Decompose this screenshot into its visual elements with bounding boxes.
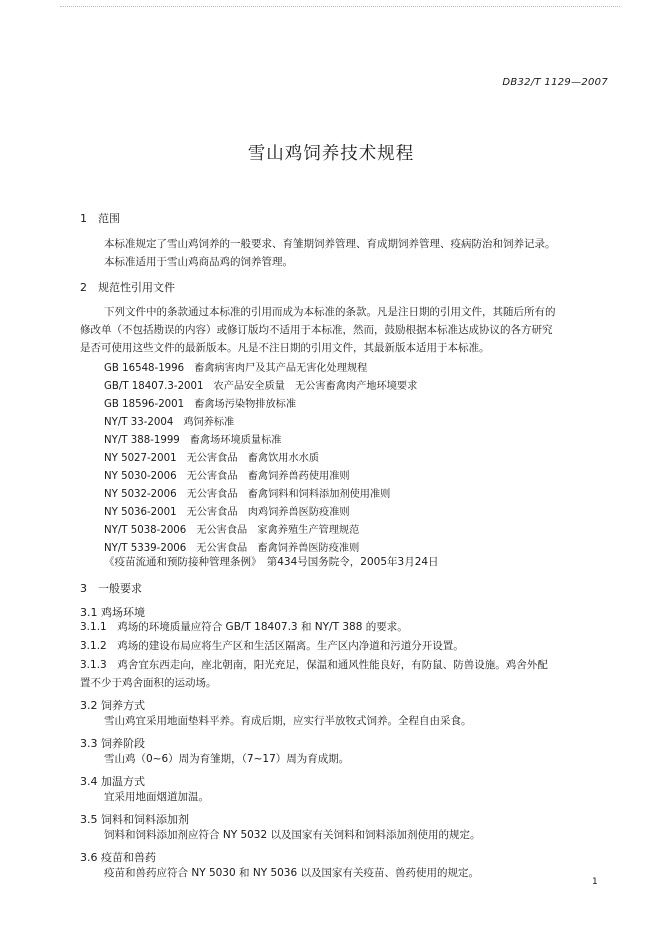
reference-title: 无公害食品 畜禽饲养兽医防疫准则 [196, 543, 360, 554]
normative-intro-line-3: 是否可使用这些文件的最新版本。凡是不注日期的引用文件，其最新版本适用于本标准。 [80, 342, 490, 354]
section-title: 一般要求 [98, 582, 142, 595]
regulation-reference: 《疫苗流通和预防接种管理条例》 第434号国务院令，2005年3月24日 [104, 556, 439, 568]
subsection-3-6-text: 疫苗和兽药应符合 NY 5030 和 NY 5036 以及国家有关疫苗、兽药使用的规定。 [104, 867, 480, 879]
reference-item [104, 395, 296, 410]
reference-title: 无公害食品 畜禽饮用水水质 [186, 453, 320, 464]
section-3-heading [80, 580, 142, 596]
reference-title: 畜禽场污染物排放标准 [194, 399, 297, 410]
reference-item [104, 449, 319, 464]
subsection-3-5-heading: 3.5 饲料和饲料添加剂 [80, 813, 189, 826]
reference-code: GB/T 18407.3-2001 [104, 381, 204, 392]
section-number: 2 [80, 281, 87, 294]
subsection-3-4-heading: 3.4 加温方式 [80, 775, 145, 788]
reference-code: GB 16548-1996 [104, 363, 185, 374]
subsection-3-4-text: 宜采用地面烟道加温。 [104, 791, 209, 803]
reference-code: NY/T 5339-2006 [104, 543, 187, 554]
subsection-3-6-heading: 3.6 疫苗和兽药 [80, 851, 156, 864]
page-number: 1 [592, 877, 598, 887]
scope-paragraph-1: 本标准规定了雪山鸡饲养的一般要求、育雏期饲养管理、育成期饲养管理、疫病防治和饲养记录。 [104, 238, 556, 250]
subsection-3-3-text: 雪山鸡（0~6）周为育雏期，（7~17）周为育成期。 [104, 753, 350, 765]
scope-paragraph-2: 本标准适用于雪山鸡商品鸡的饲养管理。 [104, 256, 293, 268]
subsection-3-1-heading: 3.1 鸡场环境 [80, 606, 145, 619]
clause-3-1-1: 3.1.1 鸡场的环境质量应符合 GB/T 18407.3 和 NY/T 388 的要求。 [80, 621, 408, 633]
section-2-heading [80, 279, 175, 295]
clause-3-1-2: 3.1.2 鸡场的建设布局应将生产区和生活区隔离。生产区内净道和污道分开设置。 [80, 640, 464, 652]
standard-code: DB32/T 1129—2007 [502, 77, 608, 88]
reference-item [104, 485, 390, 500]
reference-title: 无公害食品 畜禽饲料和饲料添加剂使用准则 [186, 489, 391, 500]
normative-intro-line-1: 下列文件中的条款通过本标准的引用而成为本标准的条款。凡是注日期的引用文件，其随后所有的 [104, 306, 556, 318]
reference-item [104, 413, 234, 428]
reference-code: NY 5032-2006 [104, 489, 177, 500]
reference-item [104, 431, 281, 446]
reference-item [104, 539, 359, 554]
section-number: 1 [80, 212, 87, 225]
normative-intro-line-2: 修改单（不包括勘误的内容）或修订版均不适用于本标准，然而，鼓励根据本标准达成协议的各方研究 [80, 324, 553, 336]
reference-code: NY/T 5038-2006 [104, 525, 187, 536]
section-title: 范围 [98, 212, 120, 225]
reference-title: 无公害食品 肉鸡饲养兽医防疫准则 [186, 507, 350, 518]
reference-code: NY 5036-2001 [104, 507, 177, 518]
reference-title: 鸡饲养标准 [183, 417, 235, 428]
subsection-3-2-text: 雪山鸡宜采用地面垫料平养。育成后期，应实行半放牧式饲养。全程自由采食。 [104, 715, 472, 727]
reference-code: NY 5030-2006 [104, 471, 177, 482]
section-title: 规范性引用文件 [98, 281, 175, 294]
subsection-3-2-heading: 3.2 饲养方式 [80, 699, 145, 712]
reference-title: 无公害食品 畜禽饲养兽药使用准则 [186, 471, 350, 482]
reference-title: 畜禽病害肉尸及其产品无害化处理规程 [194, 363, 368, 374]
clause-3-1-3-line-1: 3.1.3 鸡舍宜东西走向，座北朝南，阳光充足，保温和通风性能良好，有防鼠、防兽设施。鸡舍外配 [80, 659, 548, 671]
reference-title: 畜禽场环境质量标准 [189, 435, 282, 446]
reference-item [104, 521, 359, 536]
section-1-heading [80, 210, 120, 226]
section-number: 3 [80, 582, 87, 595]
reference-code: NY/T 388-1999 [104, 435, 180, 446]
reference-code: NY 5027-2001 [104, 453, 177, 464]
reference-title: 农产品安全质量 无公害畜禽肉产地环境要求 [213, 381, 418, 392]
subsection-3-3-heading: 3.3 饲养阶段 [80, 737, 145, 750]
scan-edge-line [60, 6, 620, 7]
reference-code: GB 18596-2001 [104, 399, 185, 410]
reference-item [104, 467, 350, 482]
reference-code: NY/T 33-2004 [104, 417, 174, 428]
reference-item [104, 503, 350, 518]
document-title: 雪山鸡饲养技术规程 [247, 144, 415, 164]
reference-title: 无公害食品 家禽养殖生产管理规范 [196, 525, 360, 536]
clause-3-1-3-line-2: 置不少于鸡舍面积的运动场。 [80, 677, 217, 689]
subsection-3-5-text: 饲料和饲料添加剂应符合 NY 5032 以及国家有关饲料和饲料添加剂使用的规定。 [104, 829, 481, 841]
reference-item [104, 359, 367, 374]
reference-item [104, 377, 417, 392]
